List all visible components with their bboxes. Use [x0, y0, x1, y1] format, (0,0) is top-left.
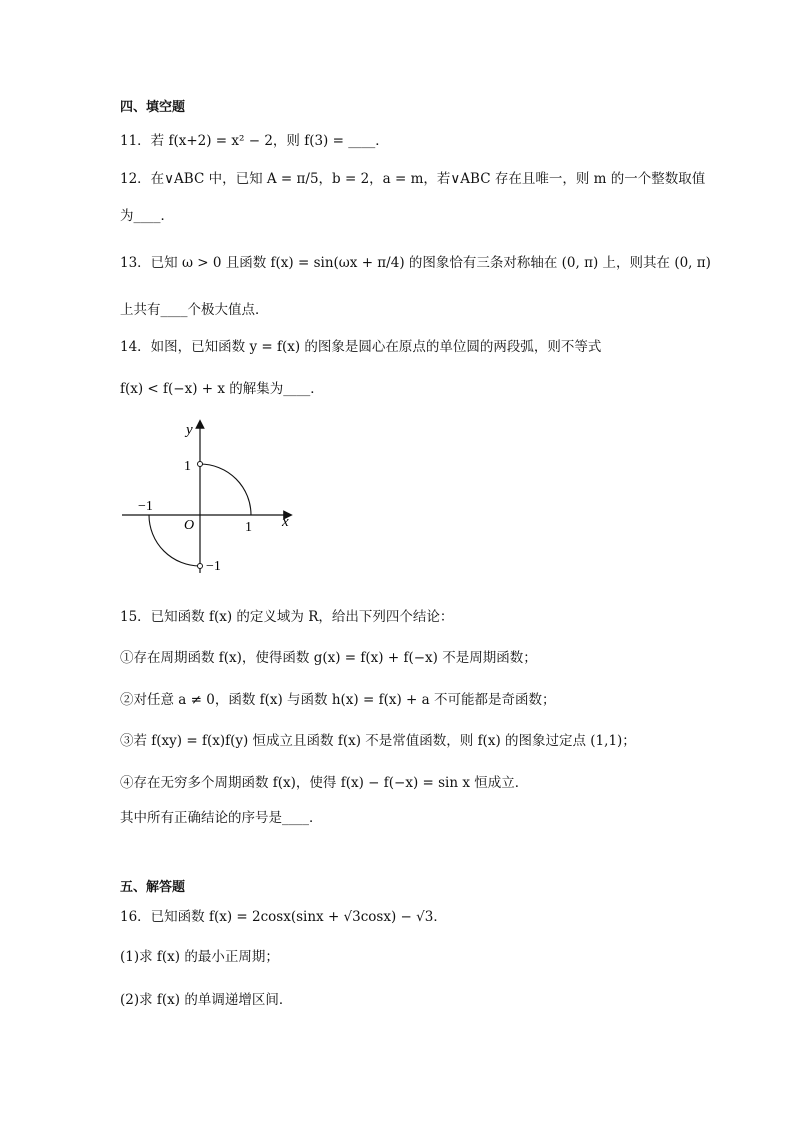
unit-circle-arcs-figure	[118, 418, 298, 578]
question-12-line2: 为____．	[120, 208, 174, 224]
x-axis-label: x	[282, 514, 289, 530]
question-16-stem: 16．已知函数 f(x) = 2cosx(sinx + √3cosx) − √3．	[120, 909, 447, 925]
section-title-answer: 五、解答题	[120, 880, 186, 895]
open-point-0-neg1	[198, 564, 203, 569]
upper-right-arc	[200, 464, 251, 515]
section-title-fill-in: 四、填空题	[120, 100, 186, 115]
question-16-part1: (1)求 f(x) 的最小正周期；	[120, 949, 279, 965]
question-14-line1: 14．如图，已知函数 y = f(x) 的图象是圆心在原点的单位圆的两段弧，则不等式	[120, 339, 602, 355]
question-16-part2: (2)求 f(x) 的单调递增区间．	[120, 992, 293, 1008]
question-15-item2: ②对任意 a ≠ 0，函数 f(x) 与函数 h(x) = f(x) + a 不可能都是奇函数；	[120, 692, 556, 708]
open-point-0-1	[198, 462, 203, 467]
question-15-stem: 15．已知函数 f(x) 的定义域为 R，给出下列四个结论：	[120, 609, 454, 625]
question-15-item1: ①存在周期函数 f(x)，使得函数 g(x) = f(x) + f(−x) 不是周期函数；	[120, 650, 537, 666]
tick-label-y-neg1: −1	[206, 559, 221, 574]
question-15-item3: ③若 f(xy) = f(x)f(y) 恒成立且函数 f(x) 不是常值函数，则 f(x) 的图象过定点 (1,1)；	[120, 733, 636, 749]
question-11: 11．若 f(x+2) = x² − 2，则 f(3) = ____．	[120, 133, 389, 149]
origin-label: O	[184, 518, 195, 533]
question-12-line1: 12．在∨ABC 中，已知 A = π/5，b = 2，a = m，若∨ABC 存在且唯一，则 m 的一个整数取值	[120, 171, 706, 187]
tick-label-x-1: 1	[245, 520, 252, 535]
y-axis-label: y	[186, 422, 193, 438]
question-13-line2: 上共有____个极大值点．	[120, 302, 269, 318]
tick-label-y-1: 1	[184, 459, 191, 474]
question-15-item4: ④存在无穷多个周期函数 f(x)，使得 f(x) − f(−x) = sin x 恒成立．	[120, 775, 529, 791]
question-14-line2: f(x) < f(−x) + x 的解集为____．	[120, 381, 324, 397]
question-13-line1: 13．已知 ω > 0 且函数 f(x) = sin(ωx + π/4) 的图象恰有三条对称轴在 (0, π) 上，则其在 (0, π)	[120, 255, 711, 271]
tick-label-x-neg1: −1	[138, 499, 153, 514]
question-15-ask: 其中所有正确结论的序号是____．	[120, 810, 323, 826]
